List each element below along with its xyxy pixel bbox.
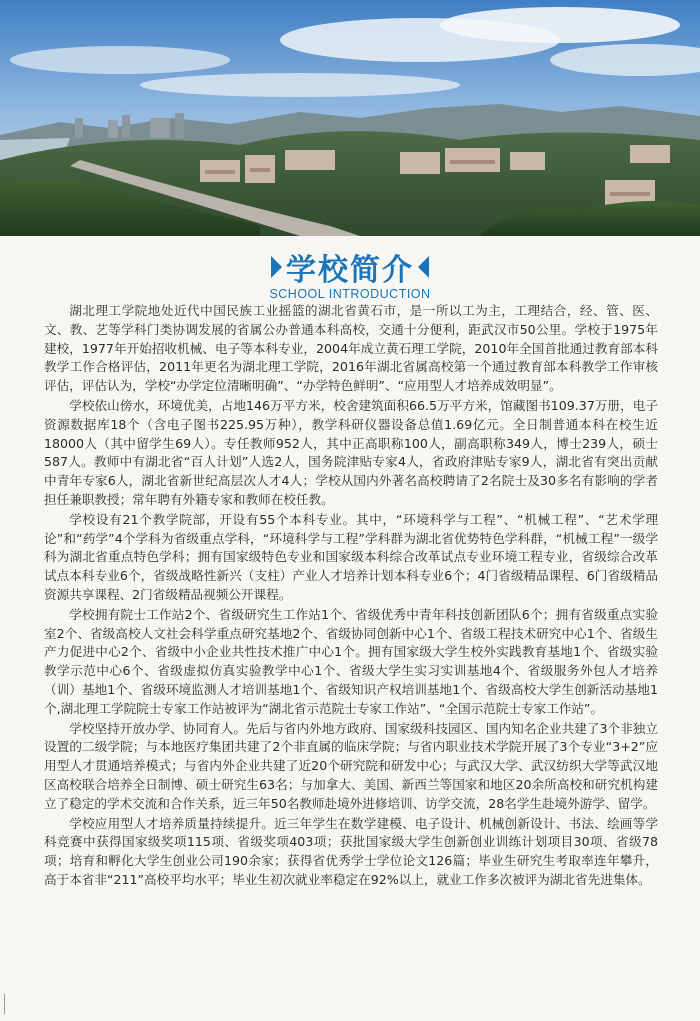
page-title: 学校简介 xyxy=(286,253,414,288)
margin-divider xyxy=(4,994,5,1014)
paragraph: 学校依山傍水，环境优美，占地146万平方米，校舍建筑面积66.5万平方米，馆藏图书109.37万册，电子资源数据库18个（含电子图书225.95万种），教学科研仪器设备总值1.69亿元。全日制普通本科在校生近18000人（其中留学生69人）。专任教师952人，其中正高职称100人，副高职称349人，博士239人，硕士587人。教师中有湖北省“百人计划”人选2人，国务院津贴专家4人，省政府津贴专家9人，湖北省有突出贡献中青年专家6人，湖北省新世纪高层次人才4人；学校从国内外著名高校聘请了2名院士及30多名有影响的学者担任兼职教授；常年聘有外籍专家和教师在校任教。 xyxy=(44,397,658,507)
title-row xyxy=(0,247,700,287)
right-triangle-icon xyxy=(271,256,282,278)
left-triangle-icon xyxy=(418,256,429,278)
paragraph: 湖北理工学院地处近代中国民族工业摇篮的湖北省黄石市，是一所以工为主，工理结合，经、管、医、文、教、艺等学科门类协调发展的省属公办普通本科高校，交通十分便利，距武汉市50公里。学校于1975年建校，1977年开始招收机械、电子等本科专业，2004年成立黄石理工学院，2010年全国首批通过教育部本科教学工作合格评估，2011年更名为湖北理工学院，2016年湖北省属高校第一个通过教育部本科教学工作审核评估，评估认为，学校“办学定位清晰明确”、“办学特色鲜明”、“应用型人才培养成效明显”。 xyxy=(44,303,658,394)
paragraph: 学校拥有院士工作站2个、省级研究生工作站1个、省级优秀中青年科技创新团队6个；拥有省级重点实验室2个、省级高校人文社会科学重点研究基地2个、省级协同创新中心1个、省级工程技术研究中心1个、省级生产力促进中心2个、省级中小企业共性技术推广中心1个。拥有国家级大学生校外实践教育基地1个、省级实验教学示范中心6个、省级虚拟仿真实验教学中心1个、省级大学生实习实训基地4个、省级服务外包人才培养（训）基地1个、省级环境监测人才培训基地1个、省级知识产权培训基地1个、省级高校大学生创新活动基地1个,湖北理工学院院士专家工作站被评为“湖北省示范院士专家工作站”、“全国示范院士专家工作站”。 xyxy=(44,606,658,716)
page-subtitle: SCHOOL INTRODUCTION xyxy=(269,287,431,301)
campus-aerial-photo xyxy=(0,0,700,236)
section-heading xyxy=(0,247,700,301)
paragraph: 学校坚持开放办学、协同育人。先后与省内外地方政府、国家级科技园区、国内知名企业共建了3个非独立设置的二级学院；与本地医疗集团共建了2个非直属的临床学院；与省内职业技术学院开展了3个专业“3+2”应用型人才贯通培养模式；与省内外企业共建了近20个研究院和研发中心；与武汉大学、武汉纺织大学等武汉地区高校联合培养全日制博、硕士研究生63名；与加拿大、美国、新西兰等国家和地区20余所高校和研究机构建立了稳定的学术交流和合作关系，近三年50名教师赴境外进修培训、访学交流，28名学生赴境外游学、留学。 xyxy=(44,720,658,811)
body-text xyxy=(44,302,658,891)
paragraph: 学校设有21个教学院部，开设有55个本科专业。其中，“环境科学与工程”、“机械工程”、“艺术学理论”和“药学”4个学科为省级重点学科，“环境科学与工程”学科群为湖北省优势特色学科群，“机械工程”一级学科为湖北省重点特色学科；拥有国家级特色专业和国家级本科综合改革试点专业环境工程专业，省级综合改革试点本科专业6个，省级战略性新兴（支柱）产业人才培养计划本科专业6个；4门省级精品课程、6门省级精品资源共享课程、2门省级精品视频公开课程。 xyxy=(44,511,658,602)
paragraph: 学校应用型人才培养质量持续提升。近三年学生在数学建模、电子设计、机械创新设计、书法、绘画等学科竞赛中获得国家级奖项115项、省级奖项403项；获批国家级大学生创新创业训练计划项目30项、省级78项；培育和孵化大学生创业公司190余家；获得省优秀学士学位论文126篇；毕业生研究生考取率连年攀升，高于本省非“211”高校平均水平；毕业生初次就业率稳定在92%以上，就业工作多次被评为湖北省先进集体。 xyxy=(44,815,658,887)
